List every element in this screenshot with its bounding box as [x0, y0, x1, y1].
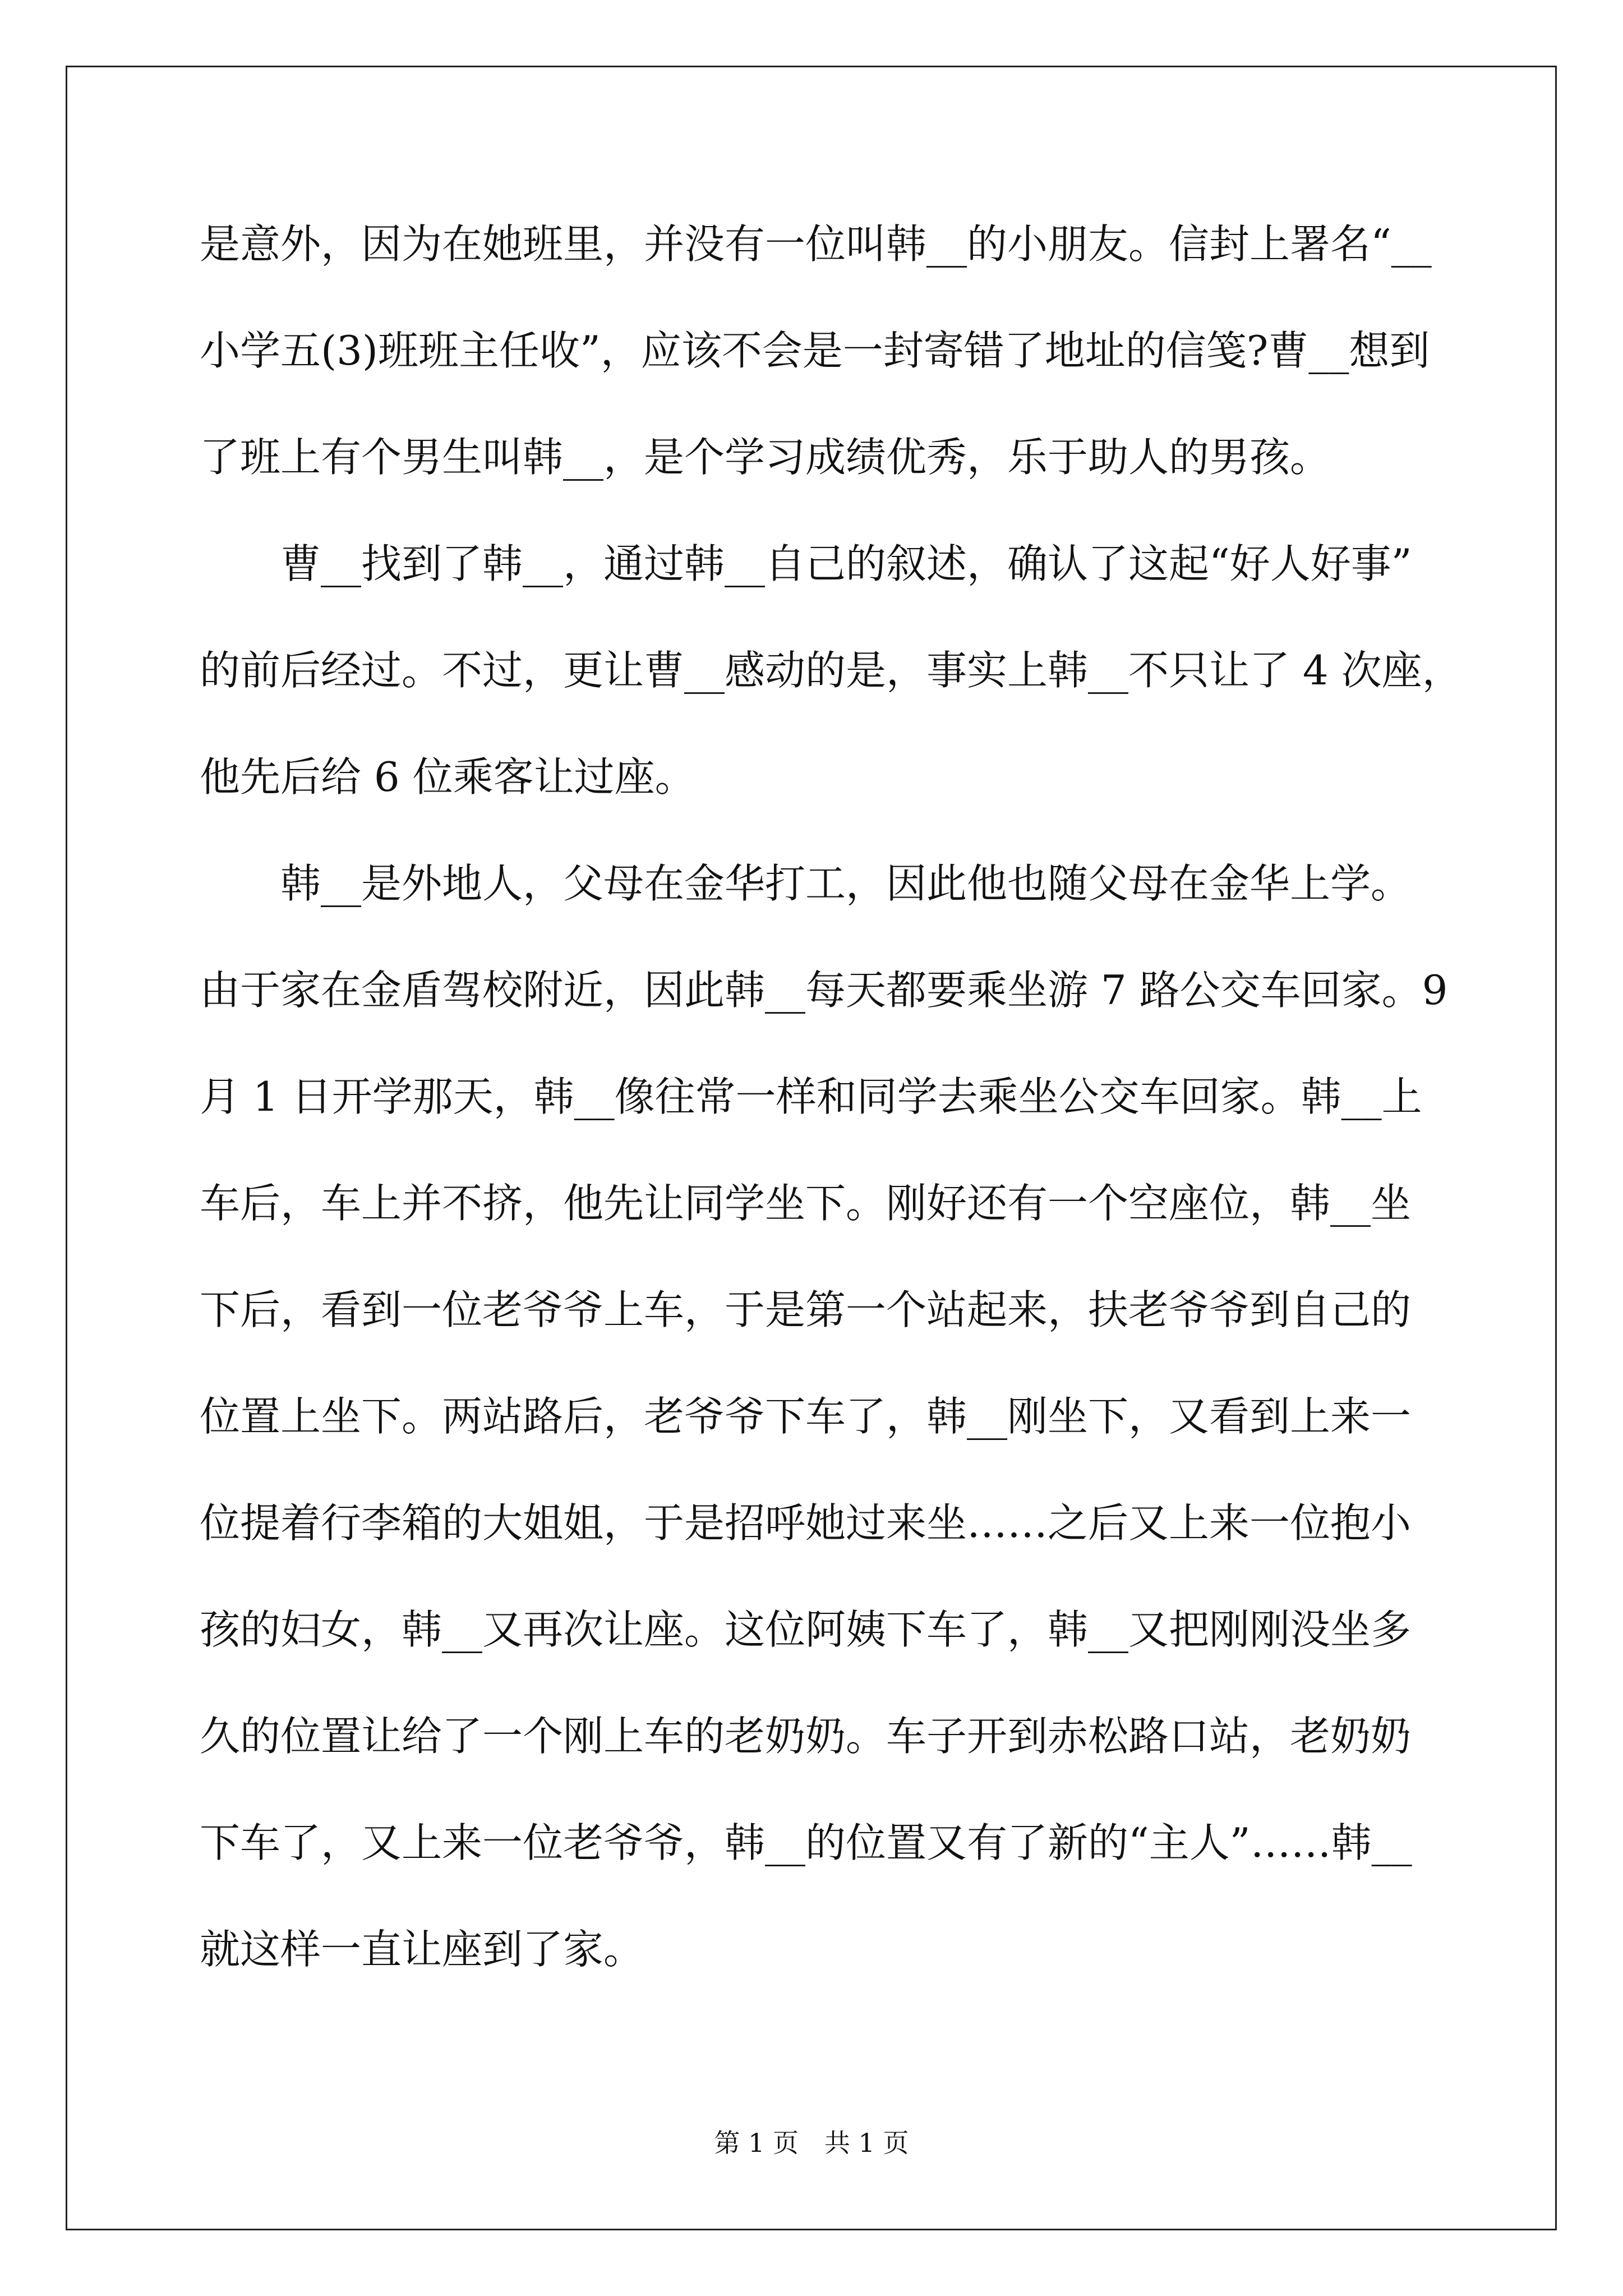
text-line: 就这样一直让座到了家。 [200, 1926, 644, 1973]
paragraph-2 [200, 510, 1463, 830]
text-line: 他先后给 6 位乘客让过座。 [200, 753, 695, 800]
text-line: 由于家在金盾驾校附近，因此韩__每天都要乘坐游 7 路公交车回家。9 [200, 967, 1448, 1014]
text-line: 是意外，因为在她班里，并没有一位叫韩__的小朋友。信封上署名“__ [200, 220, 1432, 268]
text-line: 孩的妇女，韩__又再次让座。这位阿姨下车了，韩__又把刚刚没坐多 [200, 1606, 1412, 1653]
paragraph-1 [200, 191, 1433, 510]
text-line: 韩__是外地人，父母在金华打工，因此他也随父母在金华上学。 [280, 860, 1412, 907]
text-line: 曹__找到了韩__，通过韩__自己的叙述，确认了这起“好人好事” [280, 540, 1412, 587]
text-line: 下后，看到一位老爷爷上车，于是第一个站起来，扶老爷爷到自己的 [200, 1286, 1412, 1333]
document-body [200, 191, 1463, 2003]
text-line: 了班上有个男生叫韩__，是个学习成绩优秀，乐于助人的男孩。 [200, 434, 1331, 481]
text-line: 下车了，又上来一位老爷爷，韩__的位置又有了新的“主人”……韩__ [200, 1819, 1412, 1866]
text-line: 车后，车上并不挤，他先让同学坐下。刚好还有一个空座位，韩__坐 [200, 1180, 1412, 1227]
paragraph-3 [200, 830, 1448, 2003]
page-number-footer: 第 1 页 共 1 页 [714, 2128, 909, 2158]
text-line: 位置上坐下。两站路后，老爷爷下车了，韩__刚坐下，又看到上来一 [200, 1393, 1412, 1440]
text-line: 的前后经过。不过，更让曹__感动的是，事实上韩__不只让了 4 次座， [200, 647, 1463, 694]
text-line: 小学五(3)班班主任收”，应该不会是一封寄错了地址的信笺?曹__想到 [200, 327, 1430, 374]
text-line: 位提着行李箱的大姐姐，于是招呼她过来坐……之后又上来一位抱小 [200, 1499, 1412, 1547]
text-line: 久的位置让给了一个刚上车的老奶奶。车子开到赤松路口站，老奶奶 [200, 1713, 1412, 1760]
text-line: 月 1 日开学那天，韩__像往常一样和同学去乘坐公交车回家。韩__上 [200, 1073, 1422, 1120]
